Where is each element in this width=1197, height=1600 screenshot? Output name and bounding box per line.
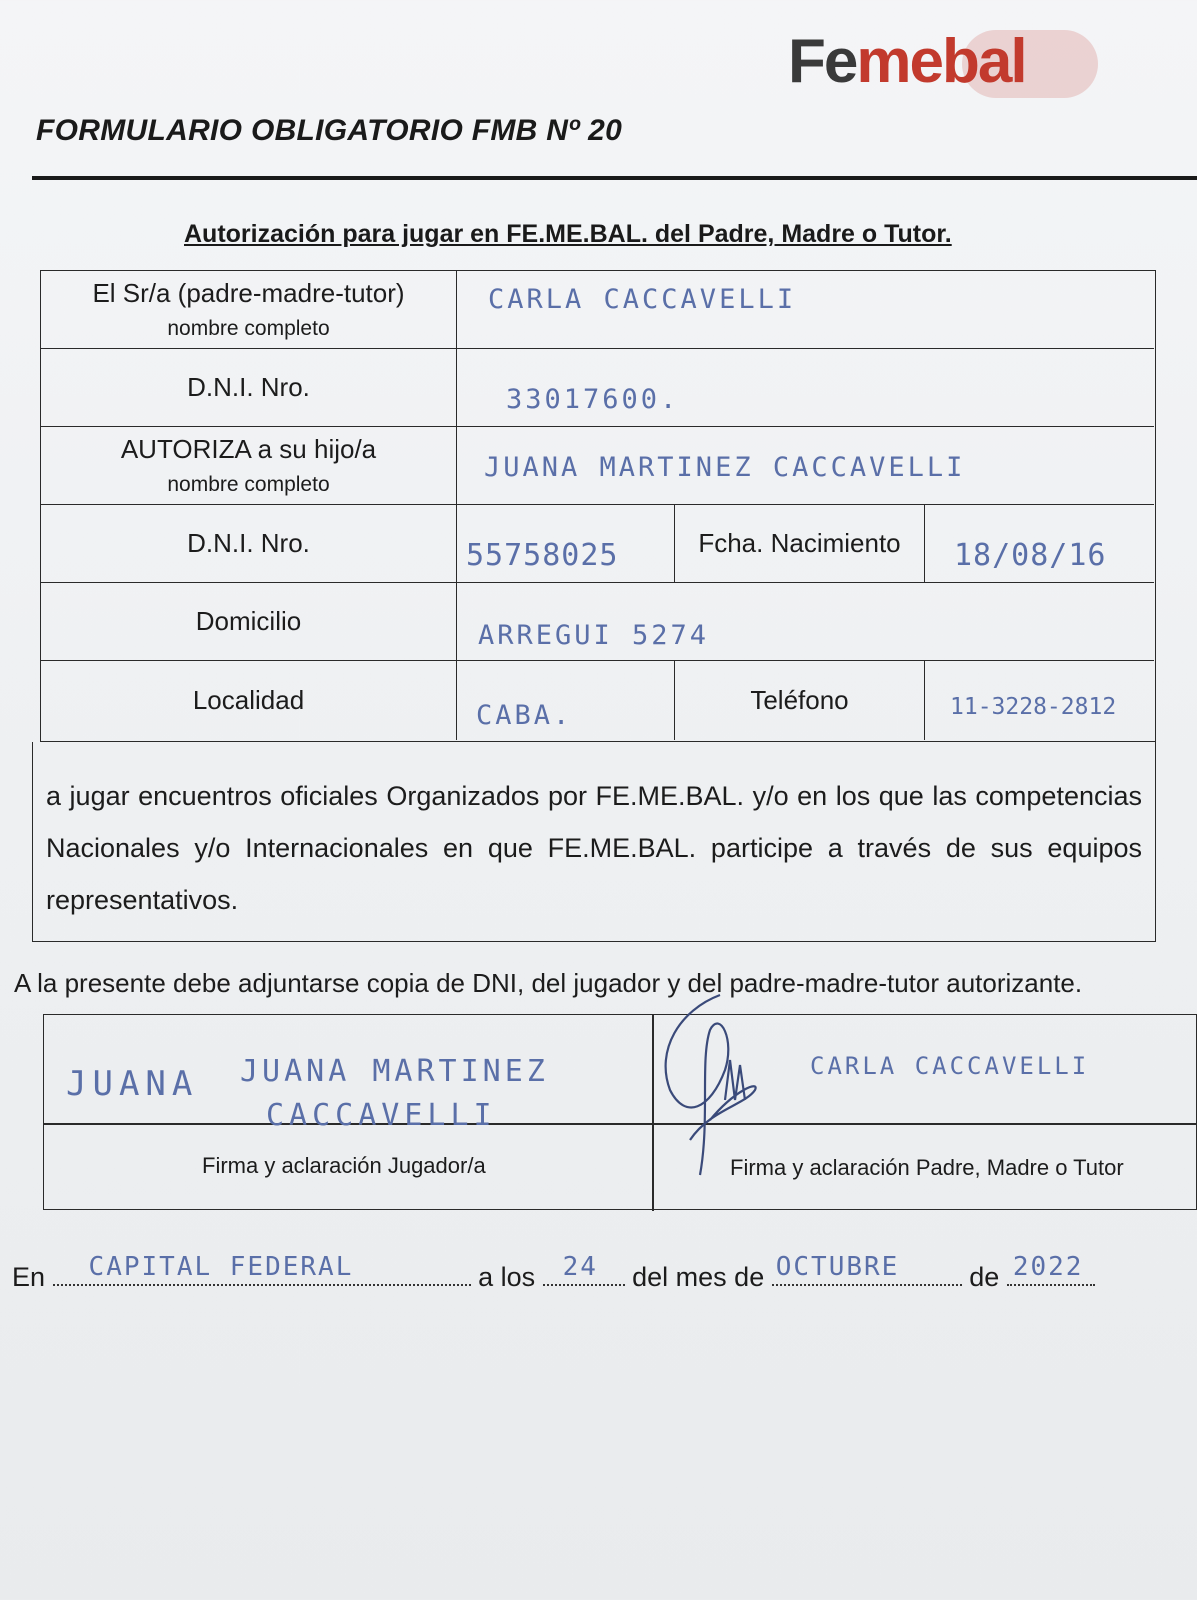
child-name-sublabel: nombre completo bbox=[167, 473, 330, 496]
place-handwritten: CAPITAL FEDERAL bbox=[88, 1252, 354, 1282]
a-los-text: a los bbox=[478, 1262, 536, 1292]
form-subtitle: Autorización para jugar en FE.ME.BAL. del Padre, Madre o Tutor. bbox=[184, 220, 952, 248]
child-name-label-cell bbox=[41, 427, 457, 505]
child-name-handwritten: JUANA MARTINEZ CACCAVELLI bbox=[484, 452, 966, 483]
phone-handwritten: 11-3228-2812 bbox=[950, 694, 1117, 720]
guardian-dni-handwritten: 33017600. bbox=[506, 384, 680, 415]
day-field[interactable] bbox=[543, 1252, 625, 1286]
de-text: de bbox=[969, 1262, 1000, 1292]
guardian-name-handwritten: CARLA CACCAVELLI bbox=[488, 284, 797, 315]
form-title: FORMULARIO OBLIGATORIO FMB Nº 20 bbox=[36, 114, 623, 147]
month-field[interactable] bbox=[772, 1252, 962, 1286]
guardian-dni-label: D.N.I. Nro. bbox=[187, 372, 310, 402]
date-prefix: En bbox=[12, 1262, 46, 1292]
player-name-handwritten-1: JUANA bbox=[66, 1064, 199, 1104]
title-divider bbox=[32, 176, 1197, 180]
year-handwritten: 2022 bbox=[1012, 1252, 1084, 1282]
signature-row-divider bbox=[44, 1123, 1197, 1125]
player-name-handwritten-3: CACCAVELLI bbox=[266, 1098, 497, 1133]
month-handwritten: OCTUBRE bbox=[775, 1252, 900, 1282]
signature-table bbox=[43, 1014, 1197, 1210]
address-handwritten: ARREGUI 5274 bbox=[478, 620, 710, 651]
place-field[interactable] bbox=[53, 1252, 471, 1286]
birth-date-handwritten: 18/08/16 bbox=[954, 538, 1107, 573]
guardian-signature-scribble bbox=[650, 990, 790, 1190]
guardian-name-handwritten-signature: CARLA CACCAVELLI bbox=[810, 1052, 1090, 1080]
city-handwritten: CABA. bbox=[476, 700, 573, 731]
del-mes-text: del mes de bbox=[632, 1262, 765, 1292]
address-label: Domicilio bbox=[195, 606, 302, 636]
address-label-cell bbox=[41, 583, 457, 661]
day-handwritten: 24 bbox=[562, 1252, 598, 1282]
authorization-paragraph: a jugar encuentros oficiales Organizados por FE.ME.BAL. y/o en los que las competencias Nacionales y/o Internacionales en que FE.ME.BAL. participe a través de sus equipos representativos. bbox=[46, 781, 1142, 915]
child-dni-label-cell bbox=[41, 505, 457, 583]
attachment-note: A la presente debe adjuntarse copia de DNI, del jugador y del padre-madre-tutor autorizante. bbox=[14, 968, 1083, 998]
birth-date-label: Fcha. Nacimiento bbox=[698, 528, 901, 558]
guardian-dni-label-cell bbox=[41, 349, 457, 427]
guardian-name-label: El Sr/a (padre-madre-tutor) bbox=[92, 278, 405, 308]
child-name-label: AUTORIZA a su hijo/a bbox=[120, 434, 377, 464]
guardian-name-sublabel: nombre completo bbox=[167, 317, 330, 340]
femebal-logo: Femebal bbox=[788, 27, 1026, 96]
guardian-name-label-cell bbox=[41, 271, 457, 349]
birth-date-label-cell bbox=[675, 505, 925, 583]
phone-label: Teléfono bbox=[750, 685, 849, 715]
authorization-table bbox=[40, 270, 1156, 742]
phone-label-cell bbox=[675, 661, 925, 740]
child-dni-label: D.N.I. Nro. bbox=[187, 528, 310, 558]
player-signature-label: Firma y aclaración Jugador/a bbox=[202, 1153, 486, 1178]
year-field[interactable] bbox=[1007, 1252, 1095, 1286]
player-name-handwritten-2: JUANA MARTINEZ bbox=[240, 1054, 549, 1089]
child-dni-handwritten: 55758025 bbox=[466, 538, 619, 573]
date-line bbox=[12, 1252, 1095, 1293]
city-label-cell bbox=[41, 661, 457, 740]
city-label: Localidad bbox=[192, 685, 305, 715]
guardian-signature-label: Firma y aclaración Padre, Madre o Tutor bbox=[730, 1155, 1124, 1180]
